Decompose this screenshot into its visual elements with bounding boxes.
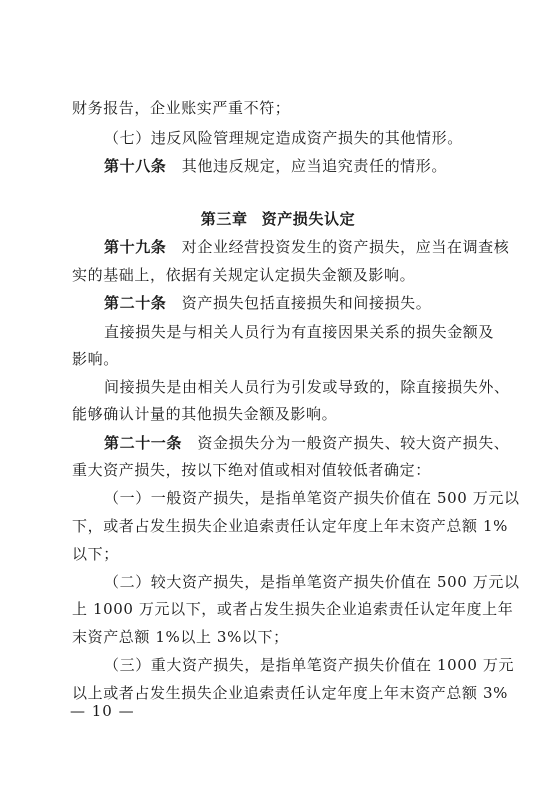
article-text: 资金损失分为一般资产损失、较大资产损失、 xyxy=(197,434,510,452)
text-line: 间接损失是由相关人员行为引发或导致的，除直接损失外、 xyxy=(104,378,510,396)
article-number: 第二十条 xyxy=(104,294,167,312)
article-20 xyxy=(104,294,431,312)
article-19 xyxy=(104,238,509,256)
text-line: 上 1000 万元以下，或者占发生损失企业追索责任认定年度上年 xyxy=(72,600,514,618)
text-line: （二）较大资产损失，是指单笔资产损失价值在 500 万元以 xyxy=(104,573,520,591)
text-line: 以下； xyxy=(72,545,119,563)
article-number: 第十八条 xyxy=(104,157,167,175)
article-text: 对企业经营投资发生的资产损失，应当在调查核 xyxy=(181,238,510,256)
chapter-number: 第三章 xyxy=(200,210,248,228)
text-line: 直接损失是与相关人员行为有直接因果关系的损失金额及 xyxy=(104,323,495,341)
text-line: （三）重大资产损失，是指单笔资产损失价值在 1000 万元 xyxy=(104,656,515,674)
article-number: 第二十一条 xyxy=(104,434,183,452)
page-number: — 10 — xyxy=(70,702,135,720)
text-line: 能够确认计量的其他损失金额及影响。 xyxy=(72,405,338,423)
article-text: 资产损失包括直接损失和间接损失。 xyxy=(181,294,432,312)
article-18 xyxy=(104,157,447,175)
text-line: 以上或者占发生损失企业追索责任认定年度上年末资产总额 3% xyxy=(72,684,508,702)
text-line: （一）一般资产损失，是指单笔资产损失价值在 500 万元以 xyxy=(104,489,520,507)
text-line: 财务报告，企业账实严重不符； xyxy=(72,99,291,117)
text-line: 下，或者占发生损失企业追索责任认定年度上年末资产总额 1% xyxy=(72,517,508,535)
text-line: 重大资产损失，按以下绝对值或相对值较低者确定： xyxy=(72,461,431,479)
chapter-title: 资产损失认定 xyxy=(261,210,356,228)
text-line: 影响。 xyxy=(72,350,119,368)
article-text: 其他违反规定，应当追究责任的情形。 xyxy=(181,157,447,175)
article-number: 第十九条 xyxy=(104,238,167,256)
text-line: （七）违反风险管理规定造成资产损失的其他情形。 xyxy=(104,129,463,147)
article-21 xyxy=(104,434,509,452)
text-line: 末资产总额 1%以上 3%以下； xyxy=(72,628,289,646)
chapter-heading xyxy=(0,210,556,228)
text-line: 实的基础上，依据有关规定认定损失金额及影响。 xyxy=(72,266,416,284)
